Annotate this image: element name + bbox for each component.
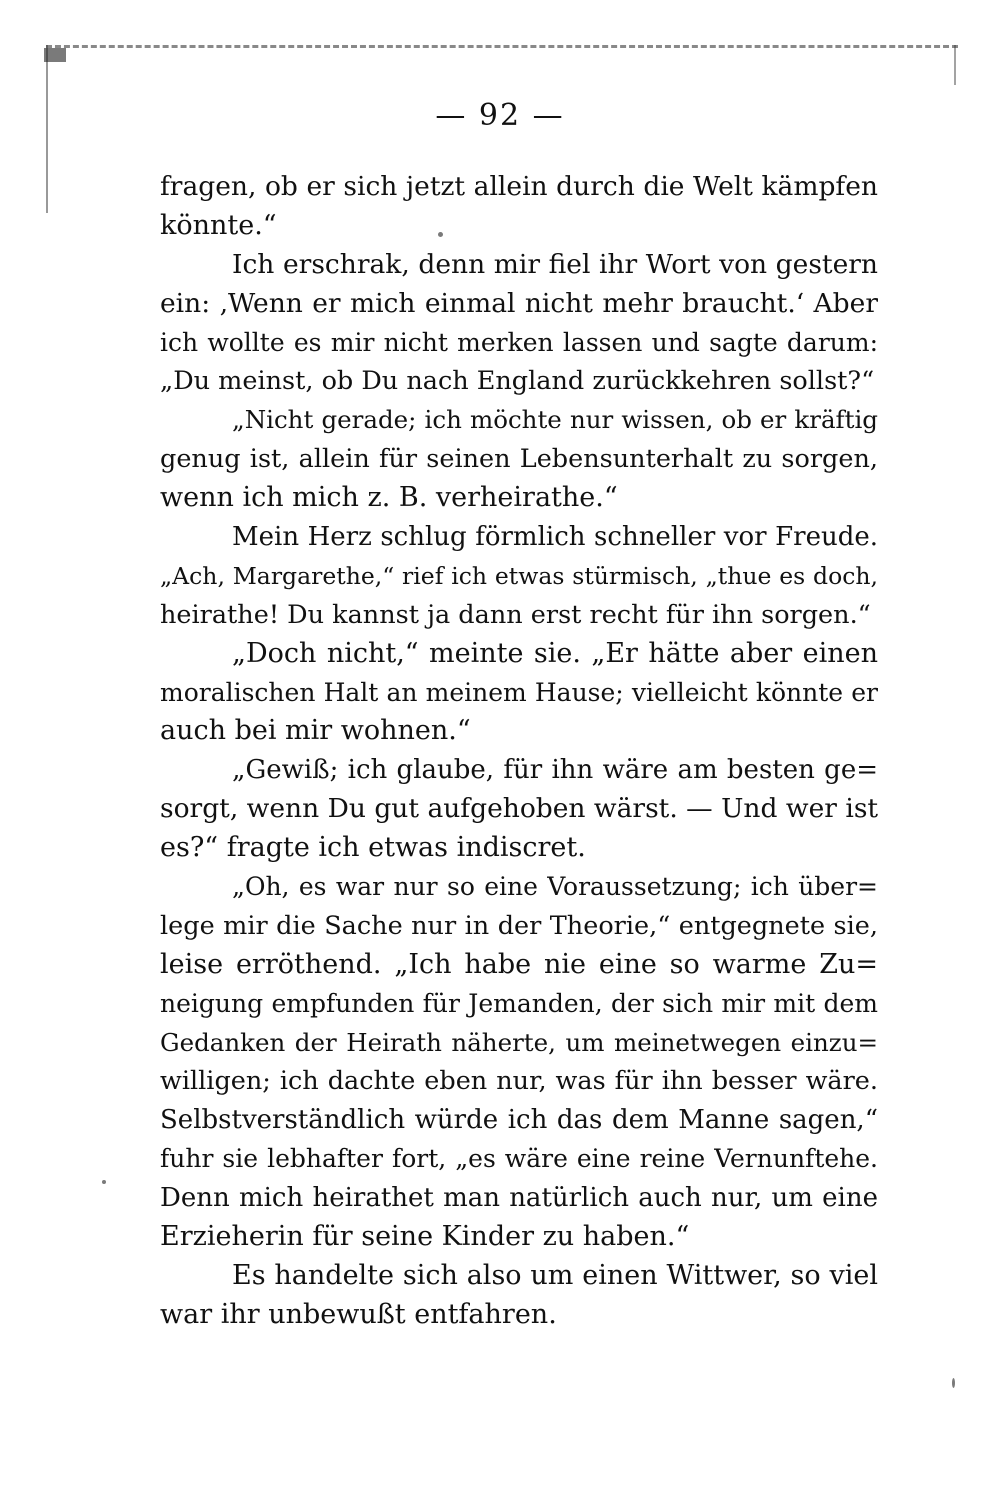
text-line: Erzieherin für seine Kinder zu haben.“ xyxy=(160,1221,690,1253)
scan-corner-mark xyxy=(44,48,66,62)
text-line: „Du meinst, ob Du nach England zurückkehren sollst?“ xyxy=(160,366,875,397)
text-line: auch bei mir wohnen.“ xyxy=(160,715,471,747)
text-line: Ich erschrak, denn mir fiel ihr Wort von gestern xyxy=(232,248,878,280)
text-line: „Gewiß; ich glaube, für ihn wäre am besten ge= xyxy=(232,755,878,786)
scan-border-top xyxy=(46,45,958,48)
text-line: „Nicht gerade; ich möchte nur wissen, ob er kräftig xyxy=(232,405,878,435)
text-line: willigen; ich dachte eben nur, was für ihn besser wäre. xyxy=(160,1066,878,1097)
text-line: neigung empfunden für Jemanden, der sich mir mit dem xyxy=(160,988,878,1018)
text-line: „Ach, Margarethe,“ rief ich etwas stürmisch, „thue es doch, xyxy=(160,561,878,590)
text-line: es?“ fragte ich etwas indiscret. xyxy=(160,832,586,864)
scan-border-right xyxy=(954,45,956,85)
page-number: — 92 — xyxy=(435,98,565,133)
text-line: könnte.“ xyxy=(160,209,277,241)
text-line: „Oh, es war nur so eine Voraussetzung; ich über= xyxy=(232,872,878,902)
text-line: ein: ‚Wenn er mich einmal nicht mehr braucht.‘ Aber xyxy=(160,287,878,319)
text-line: Selbstverständlich würde ich das dem Manne sagen,“ xyxy=(160,1105,878,1136)
text-line: ich wollte es mir nicht merken lassen und sagte darum: xyxy=(160,327,878,357)
body-text xyxy=(160,168,878,1335)
text-line: fuhr sie lebhafter fort, „es wäre eine reine Vernunftehe. xyxy=(160,1144,878,1174)
text-line: Gedanken der Heirath näherte, um meinetwegen einzu= xyxy=(160,1027,878,1057)
text-line: Denn mich heirathet man natürlich auch nur, um eine xyxy=(160,1183,878,1214)
text-line: Mein Herz schlug förmlich schneller vor Freude. xyxy=(232,522,878,553)
text-line: „Doch nicht,“ meinte sie. „Er hätte aber einen xyxy=(232,637,878,669)
text-line: genug ist, allein für seinen Lebensunterhalt zu sorgen, xyxy=(160,444,878,475)
scan-speck xyxy=(952,1378,955,1388)
scan-speck xyxy=(102,1180,106,1184)
scan-speck xyxy=(438,232,443,237)
text-line: heirathe! Du kannst ja dann erst recht für ihn sorgen.“ xyxy=(160,599,871,630)
text-line: Es handelte sich also um einen Wittwer, so viel xyxy=(232,1259,878,1291)
text-line: war ihr unbewußt entfahren. xyxy=(160,1298,557,1330)
text-line: moralischen Halt an meinem Hause; vielleicht könnte er xyxy=(160,677,878,707)
text-line: lege mir die Sache nur in der Theorie,“ entgegnete sie, xyxy=(160,910,878,941)
text-line: wenn ich mich z. B. verheirathe.“ xyxy=(160,482,618,514)
text-line: sorgt, wenn Du gut aufgehoben wärst. — Und wer ist xyxy=(160,793,878,825)
text-line: fragen, ob er sich jetzt allein durch die Welt kämpfen xyxy=(160,171,878,202)
text-line: leise erröthend. „Ich habe nie eine so warme Zu= xyxy=(160,948,878,980)
